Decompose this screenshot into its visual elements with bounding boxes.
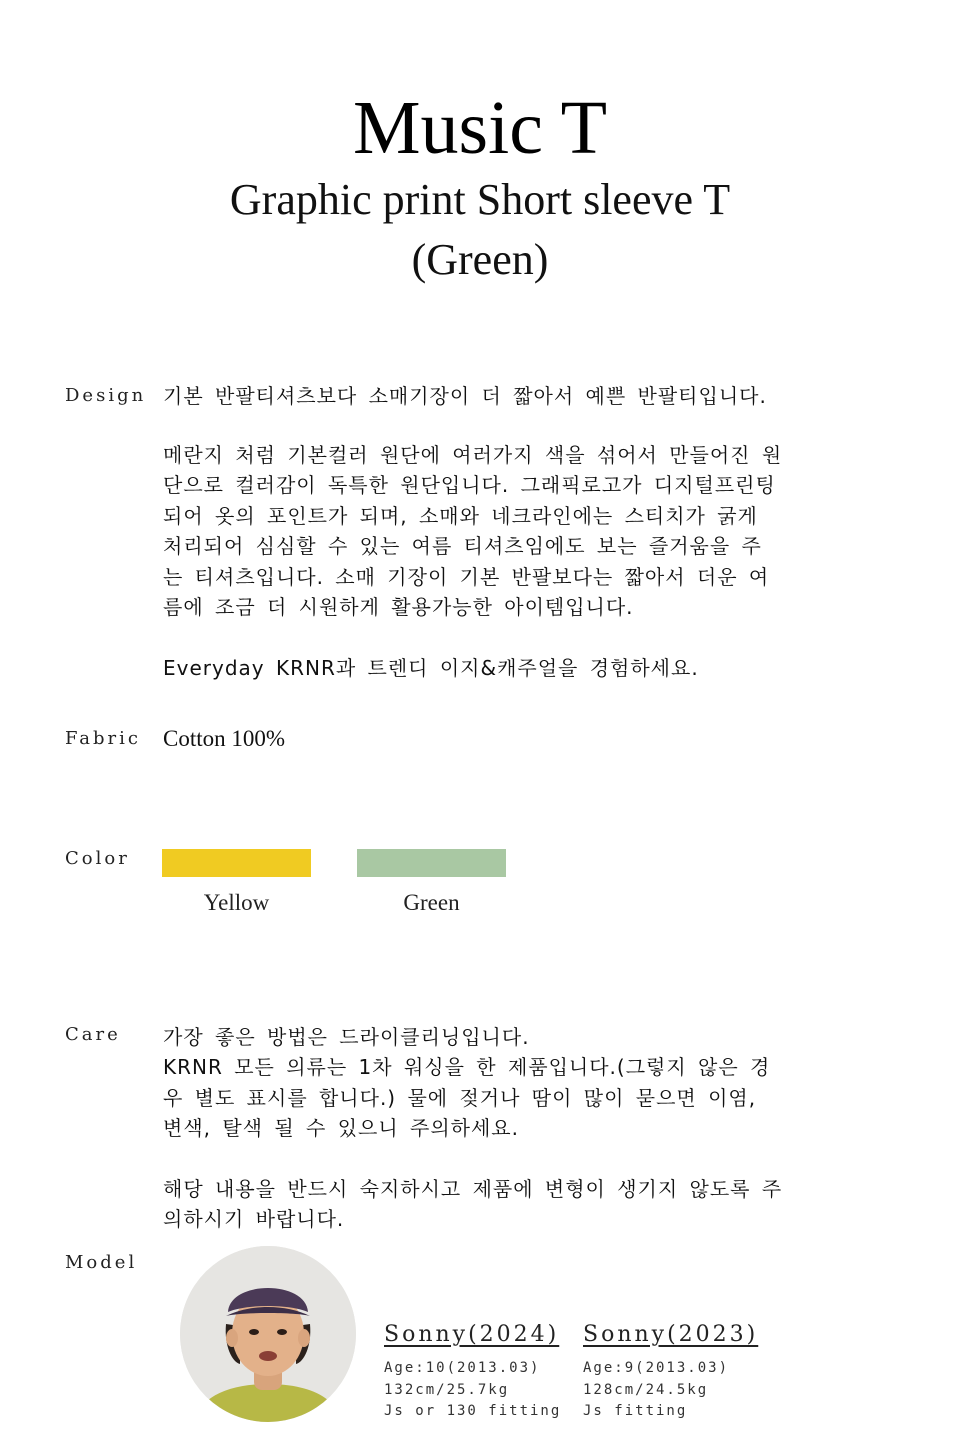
model-profile-details	[384, 1358, 561, 1423]
design-line: 처리되어 심심할 수 있는 여름 티셔츠임에도 보는 즐거움을 주	[163, 534, 762, 559]
care-line: 가장 좋은 방법은 드라이클리닝입니다.	[163, 1025, 530, 1049]
design-closing-line: Everyday KRNR과 트렌디 이지&캐주얼을 경험하세요.	[163, 656, 699, 680]
model-label: Model	[65, 1252, 138, 1273]
model-profile-name: Sonny(2024)	[384, 1322, 560, 1347]
design-line: 되어 옷의 포인트가 되며, 소매와 네크라인에는 스티치가 굵게	[163, 503, 758, 528]
model-age: Age:10(2013.03)	[384, 1360, 541, 1376]
product-title: Music T	[352, 86, 608, 170]
design-line: 름에 조금 더 시원하게 활용가능한 아이템입니다.	[163, 595, 634, 620]
model-photo	[180, 1246, 356, 1422]
design-line: 단으로 컬러감이 독특한 원단입니다. 그래픽로고가 디지털프린팅	[163, 473, 776, 498]
model-size: 128cm/24.5kg	[583, 1381, 709, 1398]
model-fit: Js fitting	[583, 1403, 688, 1419]
yellow-swatch[interactable]	[162, 849, 311, 877]
design-line: 는 티셔츠입니다. 소매 기장이 기본 반팔보다는 짧아서 더운 여	[163, 564, 770, 589]
subtitle-color: (Green)	[411, 235, 549, 284]
care-instructions	[163, 1022, 803, 1144]
care-line: 우 별도 표시를 합니다.) 물에 젖거나 땀이 많이 묻으면 이염,	[163, 1085, 757, 1110]
color-label: Color	[65, 848, 130, 869]
fabric-value: Cotton 100%	[163, 726, 286, 751]
care-notice	[163, 1174, 803, 1235]
care-label: Care	[65, 1024, 121, 1045]
product-subtitle	[0, 170, 960, 290]
model-portrait-image	[180, 1246, 356, 1422]
care-line: 의하시기 바랍니다.	[163, 1207, 345, 1232]
design-closing	[163, 653, 803, 683]
design-line: 메란지 처럼 기본컬러 원단에 여러가지 색을 섞어서 만들어진 원	[163, 443, 783, 467]
design-intro-line: 기본 반팔티셔츠보다 소매기장이 더 짧아서 예쁜 반팔티입니다.	[163, 384, 767, 408]
green-swatch-label: Green	[403, 890, 460, 915]
model-age: Age:9(2013.03)	[583, 1360, 730, 1376]
design-label: Design	[65, 385, 147, 406]
care-line: 변색, 탈색 될 수 있으니 주의하세요.	[163, 1116, 519, 1141]
green-swatch[interactable]	[357, 849, 506, 877]
fabric-label: Fabric	[65, 728, 141, 749]
yellow-swatch-label: Yellow	[203, 890, 270, 915]
design-intro	[163, 381, 803, 411]
model-fit: Js or 130 fitting	[384, 1403, 562, 1419]
model-size: 132cm/25.7kg	[384, 1381, 510, 1398]
design-description	[163, 440, 803, 622]
model-profile-name: Sonny(2023)	[583, 1322, 759, 1347]
subtitle-line: Graphic print Short sleeve T	[229, 175, 731, 224]
care-line: 해당 내용을 반드시 숙지하시고 제품에 변형이 생기지 않도록 주	[163, 1177, 783, 1201]
care-line: KRNR 모든 의류는 1차 워싱을 한 제품입니다.(그렇지 않은 경	[163, 1055, 771, 1080]
model-profile-details	[583, 1358, 729, 1423]
